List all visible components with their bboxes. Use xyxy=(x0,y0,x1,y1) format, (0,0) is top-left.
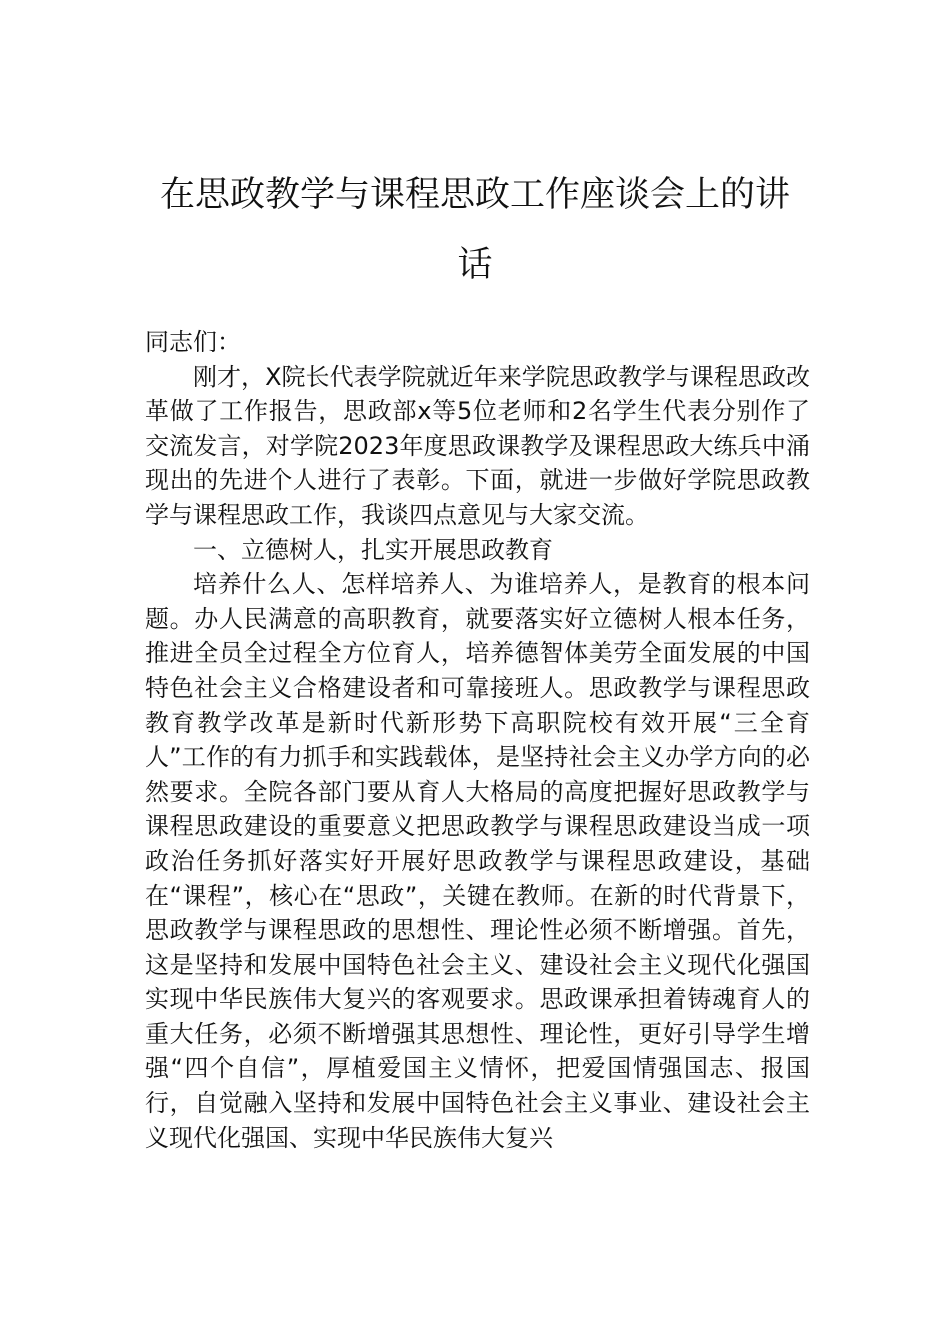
document-body xyxy=(145,325,810,1155)
section-heading: 一、立德树人，扎实开展思政教育 xyxy=(193,535,553,564)
section-paragraph: 培养什么人、怎样培养人、为谁培养人，是教育的根本问题。办人民满意的高职教育，就要落实好立德树人根本任务，推进全员全过程全方位育人，培养德智体美劳全面发展的中国特色社会主义合格建设者和可靠接班人。思政教学与课程思政教育教学改革是新时代新形势下高职院校有效开展“三全育人”工作的有力抓手和实践载体，是坚持社会主义办学方向的必然要求。全院各部门要从育人大格局的高度把握好思政教学与课程思政建设的重要意义把思政教学与课程思政建设当成一项政治任务抓好落实好开展好思政教学与课程思政建设，基础在“课程”，核心在“思政”，关键在教师。在新的时代背景下，思政教学与课程思政的思想性、理论性必须不断增强。首先，这是坚持和发展中国特色社会主义、建设社会主义现代化强国实现中华民族伟大复兴的客观要求。思政课承担着铸魂育人的重大任务，必须不断增强其思想性、理论性，更好引导学生增强“四个自信”，厚植爱国主义情怀，把爱国情强国志、报国行，自觉融入坚持和发展中国特色社会主义事业、建设社会主义现代化强国、实现中华民族伟大复兴 xyxy=(145,570,810,1152)
document-title: 在思政教学与课程思政工作座谈会上的讲话 xyxy=(159,175,790,285)
opening-paragraph: 刚才，X院长代表学院就近年来学院思政教学与课程思政改革做了工作报告，思政部x等5位老师和2名学生代表分别作了交流发言，对学院2023年度思政课教学及课程思政大练兵中涌现出的先进个人进行了表彰。下面，就进一步做好学院思政教学与课程思政工作，我谈四点意见与大家交流。 xyxy=(145,362,810,529)
salutation: 同志们： xyxy=(145,328,241,356)
